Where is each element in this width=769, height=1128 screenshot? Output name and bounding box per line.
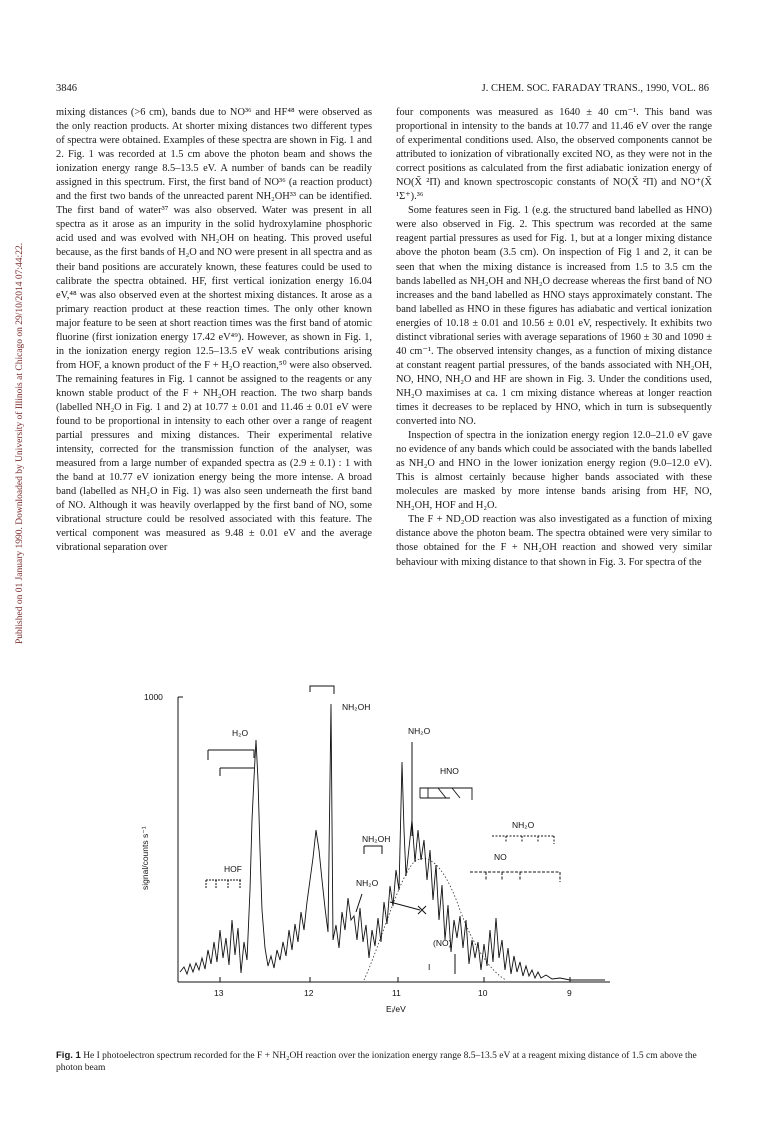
h2o-bracket [208, 750, 254, 760]
label-no: NO [494, 852, 507, 862]
figure-1 [140, 680, 620, 1040]
download-notice-text: Published on 01 January 1990. Downloaded by University of Illinois at Chicago on 29/10/2014 07:44:22. [15, 242, 25, 644]
paragraph: Inspection of spectra in the ionization energy region 12.0–21.0 eV gave no evidence of any bands which could be associated with the bands labelled as NH₂O and HNO in the lower ionization energy region (9.0–12.0 eV). This is almost certainly because higher bands associated with these molecules are masked by more intense bands arising from HF, NO, NH₂OH, HOF and H₂O. [396, 430, 712, 512]
figure-caption [56, 1050, 716, 1074]
hof-bracket [206, 880, 242, 888]
paragraph: The F + ND₂OD reaction was also investigated as a function of mixing distance above the photon beam. The spectra obtained were very similar to those obtained for the F + NH₂OH reaction and showed very similar behaviour with mixing distance to that shown in Fig. 3. For spectra of the [396, 514, 712, 568]
nh2oh-top-bracket [310, 686, 334, 694]
right-column [396, 106, 712, 570]
label-nh2o-low: NH₂O [356, 878, 379, 888]
label-nh2o-right: NH₂O [512, 820, 535, 830]
cross-line [390, 902, 420, 910]
label-hof: HOF [224, 864, 242, 874]
x-axis-title: Eᵢ/eV [386, 1004, 406, 1014]
nh2o-right-bracket [492, 836, 554, 844]
spectrum-plot [140, 680, 620, 1040]
label-h2o: H₂O [232, 728, 249, 738]
x-tick-label: 12 [304, 988, 314, 998]
y-max-label: 1000 [144, 692, 163, 702]
nh2o-low-line [356, 894, 362, 912]
page-number: 3846 [56, 83, 77, 94]
paragraph: four components was measured as 1640 ± 40 cm⁻¹. This band was proportional in intensity to the bands at 10.77 and 11.46 eV over the range of experimental conditions used. Also, the observed components cannot be attributed to ionization of vibrationally excited NO, as they were not in the correct positions as calculated from the first adiabatic ionization energy of NO(X̃ ²Π) and known spectroscopic constants of NO(X̃ ²Π) and NO⁺(X̃ ¹Σ⁺).³⁶ [396, 107, 712, 203]
label-nh2oh-mid: NH₂OH [362, 834, 391, 844]
journal-header: J. CHEM. SOC. FARADAY TRANS., 1990, VOL. 86 [481, 83, 709, 94]
label-hno: HNO [440, 766, 459, 776]
x-tick-label: 13 [214, 988, 224, 998]
paragraph: Some features seen in Fig. 1 (e.g. the structured band labelled as HNO) were also observed in Fig. 2. This spectrum was recorded at the same reagent partial pressures as used for Fig. 1, but at a longer mixing distance above the photon beam (3.5 cm). On inspection of Fig 1 and 2, it can be seen that when the mixing distance is increased from 1.5 to 3.5 cm the bands labelled as NH₂OH and NH₂O decrease whereas the first band of NO increases and the band labelled as HNO stays approximately constant. The band labelled as HNO in these figures has adiabatic and vertical ionization energies of 10.18 ± 0.01 and 10.56 ± 0.01 eV, respectively. It exhibits two distinct vibrational series with average separations of 1960 ± 30 and 1090 ± 40 cm⁻¹. The observed intensity changes, as a function of mixing distance at constant reagent partial pressures, of the bands associated with NH₂OH, NO, HNO, NH₂O and HF are shown in Fig. 3. Under the conditions used, NH₂O maximises at ca. 1 cm mixing distance whereas at longer reaction times it decreases to be replaced by HNO, which in turn is subsequently converted into NO. [396, 205, 712, 428]
caption-label: Fig. 1 [56, 1050, 81, 1061]
spectrum-trace [180, 704, 605, 980]
x-tick-label: 11 [392, 988, 401, 998]
y-axis-title: signal/counts s⁻¹ [140, 826, 150, 890]
x-ticks [220, 977, 570, 982]
caption-text: He I photoelectron spectrum recorded for the F + NH₂OH reaction over the ionization energy range 8.5–13.5 eV at a reagent mixing distance of 1.5 cm above the photon beam [56, 1051, 697, 1073]
label-nh2oh-top: NH₂OH [342, 702, 371, 712]
h2o-bracket-inner [220, 768, 254, 776]
paragraph: mixing distances (>6 cm), bands due to NO³⁶ and HF⁴⁸ were observed as the only reaction products. At shorter mixing distances two different types of spectra were obtained. Examples of these spectra are shown in Fig. 1 and 2. Fig. 1 was recorded at 1.5 cm above the photon beam and shows the ionization energy range 8.5–13.5 eV. A number of bands can be readily assigned in this spectrum. First, the first band of NO³⁶ (a reaction product) and the first two bands of the unreacted parent NH₂OH³³ can be identified. The first band of water³⁷ was also observed. Water was present in all spectra as it arose as an impurity in the solid hydroxylamine phosphoric acid used and was evolved with NH₂OH on heating. This proved useful because, as the first bands of H₂O and NO were present in all spectra and as their band positions are accurately known, these features could be used to calibrate the spectra obtained. HF, first vertical ionization energy 16.04 eV,⁴⁸ was also observed even at the shortest mixing distances. It arose as a primary reaction product at these reaction times. The only other known major feature to be seen at short reaction times was the first band of atomic fluorine (first ionization energy 17.42 eV⁴⁹). However, as shown in Fig. 1, in the ionization energy region 12.5–13.5 eV weak contributions arising from HOF, a known product of the F + H₂O reaction,⁵⁰ were also observed. The remaining features in Fig. 1 cannot be assigned to the reagents or any known stable product of the F + NH₂OH reaction. The two sharp bands (labelled NH₂O in Fig. 1 and 2) at 10.77 ± 0.01 and 11.46 ± 0.01 eV were found to be proportional in intensity to each other over a range of reagent partial pressures and mixing distances. Their experimental relative intensity, corrected for the transmission function of the analyser, was measured from a large number of expanded spectra as (2.9 ± 0.1) : 1 with the band at 10.77 eV ionization energy being the more intense. A broad band (labelled as NH₂O in Fig. 1) was also seen underneath the first band of NO. Although it was heavily overlapped by the first band of NO, some vibrational structure could be resolved associated with this feature. The vertical component was measured as 9.48 ± 0.01 eV and the average vibrational separation over [56, 107, 372, 554]
hno-bracket [420, 788, 472, 800]
nh2oh-mid-bracket [364, 846, 382, 854]
x-tick-label: 9 [567, 988, 572, 998]
left-column [56, 106, 372, 556]
no-bracket [470, 872, 560, 882]
label-no-paren: (NO) [433, 938, 452, 948]
x-tick-label: 10 [478, 988, 488, 998]
label-nh2o-top: NH₂O [408, 726, 431, 736]
label-roman-i: I [428, 962, 431, 972]
download-notice [3, 84, 25, 644]
